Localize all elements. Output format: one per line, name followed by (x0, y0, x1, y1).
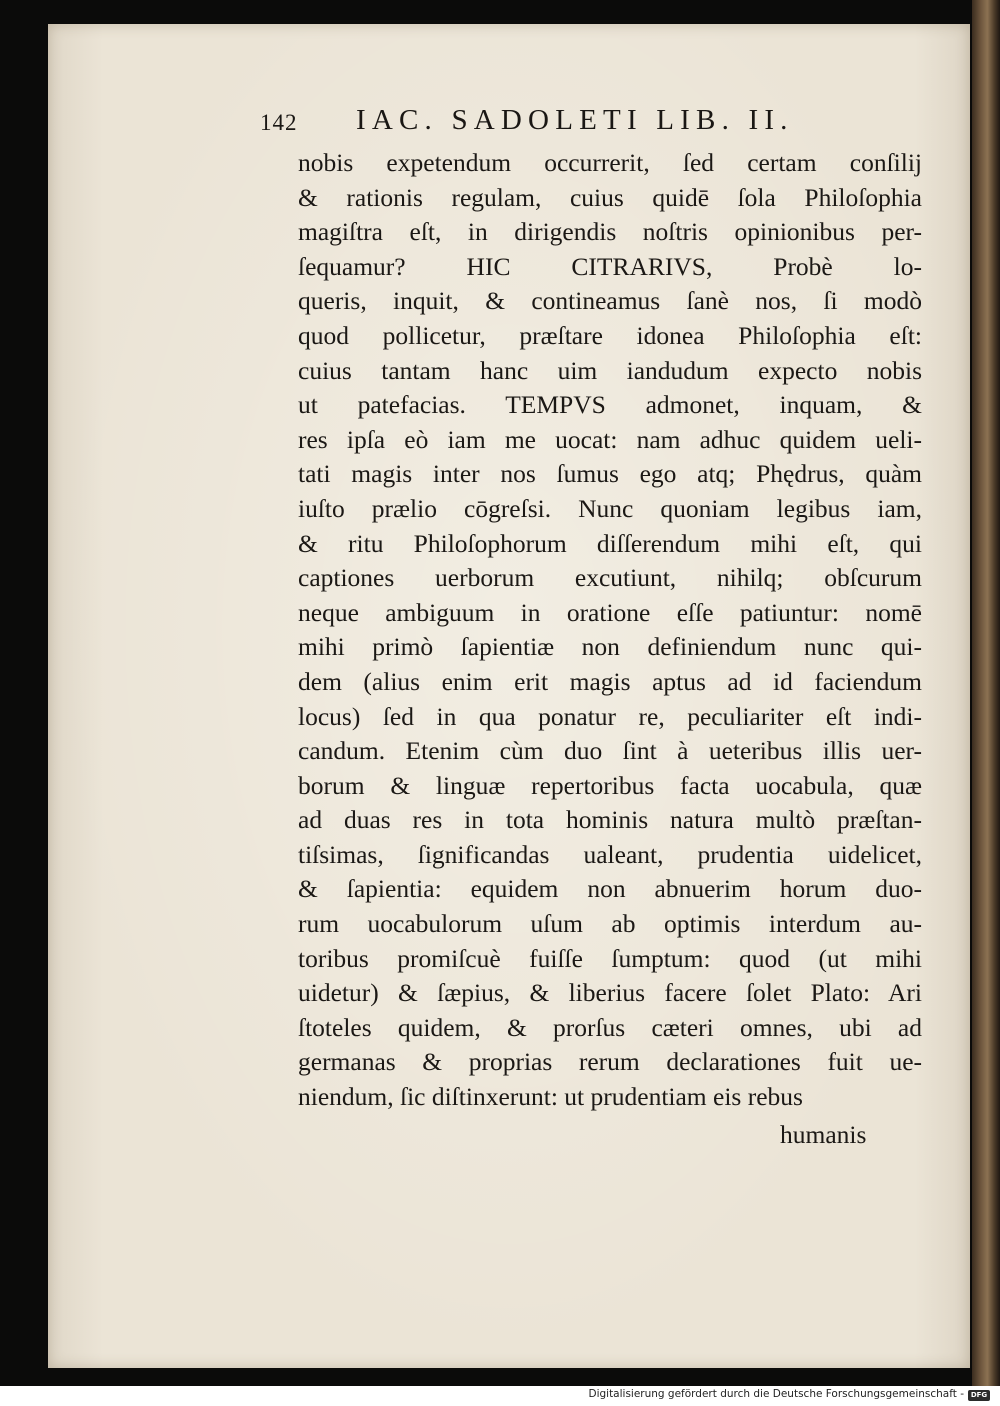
text-line: uidetur) & ſæpius, & liberius facere ſolet Plato: Ari (298, 978, 922, 1008)
text-line: & ſapientia: equidem non abnuerim horum duo- (298, 874, 922, 904)
footer-strip (0, 1386, 1000, 1406)
text-line: ad duas res in tota hominis natura multò præſtan- (298, 805, 922, 835)
text-line: locus) ſed in qua ponatur re, peculiariter eſt indi- (298, 701, 922, 731)
text-line: tati magis inter nos ſumus ego atq; Phędrus, quàm (298, 459, 922, 489)
body-text (298, 146, 928, 1115)
text-line: quod pollicetur, præſtare idonea Philoſophia eſt: (298, 320, 922, 350)
text-line: ut patefacias. TEMPVS admonet, inquam, & (298, 390, 922, 420)
catchword: humanis (780, 1120, 867, 1149)
page-header (260, 104, 880, 144)
footer-credit: Digitalisierung gefördert durch die Deutsche Forschungsgemeinschaft - (588, 1388, 964, 1400)
text-line: mihi primò ſapientiæ non definiendum nunc qui- (298, 632, 922, 662)
text-line: cuius tantam hanc uim iandudum expecto nobis (298, 355, 922, 385)
text-line: ſequamur? HIC CITRARIVS, Probè lo- (298, 251, 922, 281)
text-line: nobis expetendum occurrerit, ſed certam conſilij (298, 148, 922, 177)
text-line: & ritu Philoſophorum diſſerendum mihi eſt, qui (298, 528, 922, 558)
text-line: ſtoteles quidem, & prorſus cæteri omnes, ubi ad (298, 1012, 922, 1042)
text-line: & rationis regulam, cuius quidē ſola Philoſophia (298, 182, 922, 212)
text-line: queris, inquit, & contineamus ſanè nos, ſi modò (298, 286, 922, 316)
text-line: res ipſa eò iam me uocat: nam adhuc quidem ueli- (298, 424, 922, 454)
page-number: 142 (260, 110, 298, 135)
text-line: iuſto prælio cōgreſsi. Nunc quoniam legibus iam, (298, 493, 922, 523)
text-line: captiones uerborum excutiunt, nihilq; obſcurum (298, 563, 922, 593)
text-line: borum & linguæ repertoribus facta uocabula, quæ (298, 770, 922, 800)
text-line: neque ambiguum in oratione eſſe patiuntur: nomē (298, 597, 922, 627)
text-line: germanas & proprias rerum declarationes fuit ue- (298, 1047, 922, 1077)
text-line: candum. Etenim cùm duo ſint à ueteribus illis uer- (298, 736, 922, 766)
book-edge (972, 0, 1000, 1386)
running-head: IAC. SADOLETI LIB. II. (356, 104, 794, 136)
text-line: rum uocabulorum uſum ab optimis interdum au- (298, 909, 922, 939)
dfg-logo: DFG (968, 1390, 990, 1401)
text-line: tiſsimas, ſignificandas ualeant, prudentia uidelicet, (298, 839, 922, 869)
text-line: toribus promiſcuè fuiſſe ſumptum: quod (ut mihi (298, 943, 922, 973)
text-line: dem (alius enim erit magis aptus ad id faciendum (298, 666, 922, 696)
text-line: niendum, ſic diſtinxerunt: ut prudentiam eis rebus (298, 1082, 803, 1112)
text-line: magiſtra eſt, in dirigendis noſtris opinionibus per- (298, 217, 922, 247)
